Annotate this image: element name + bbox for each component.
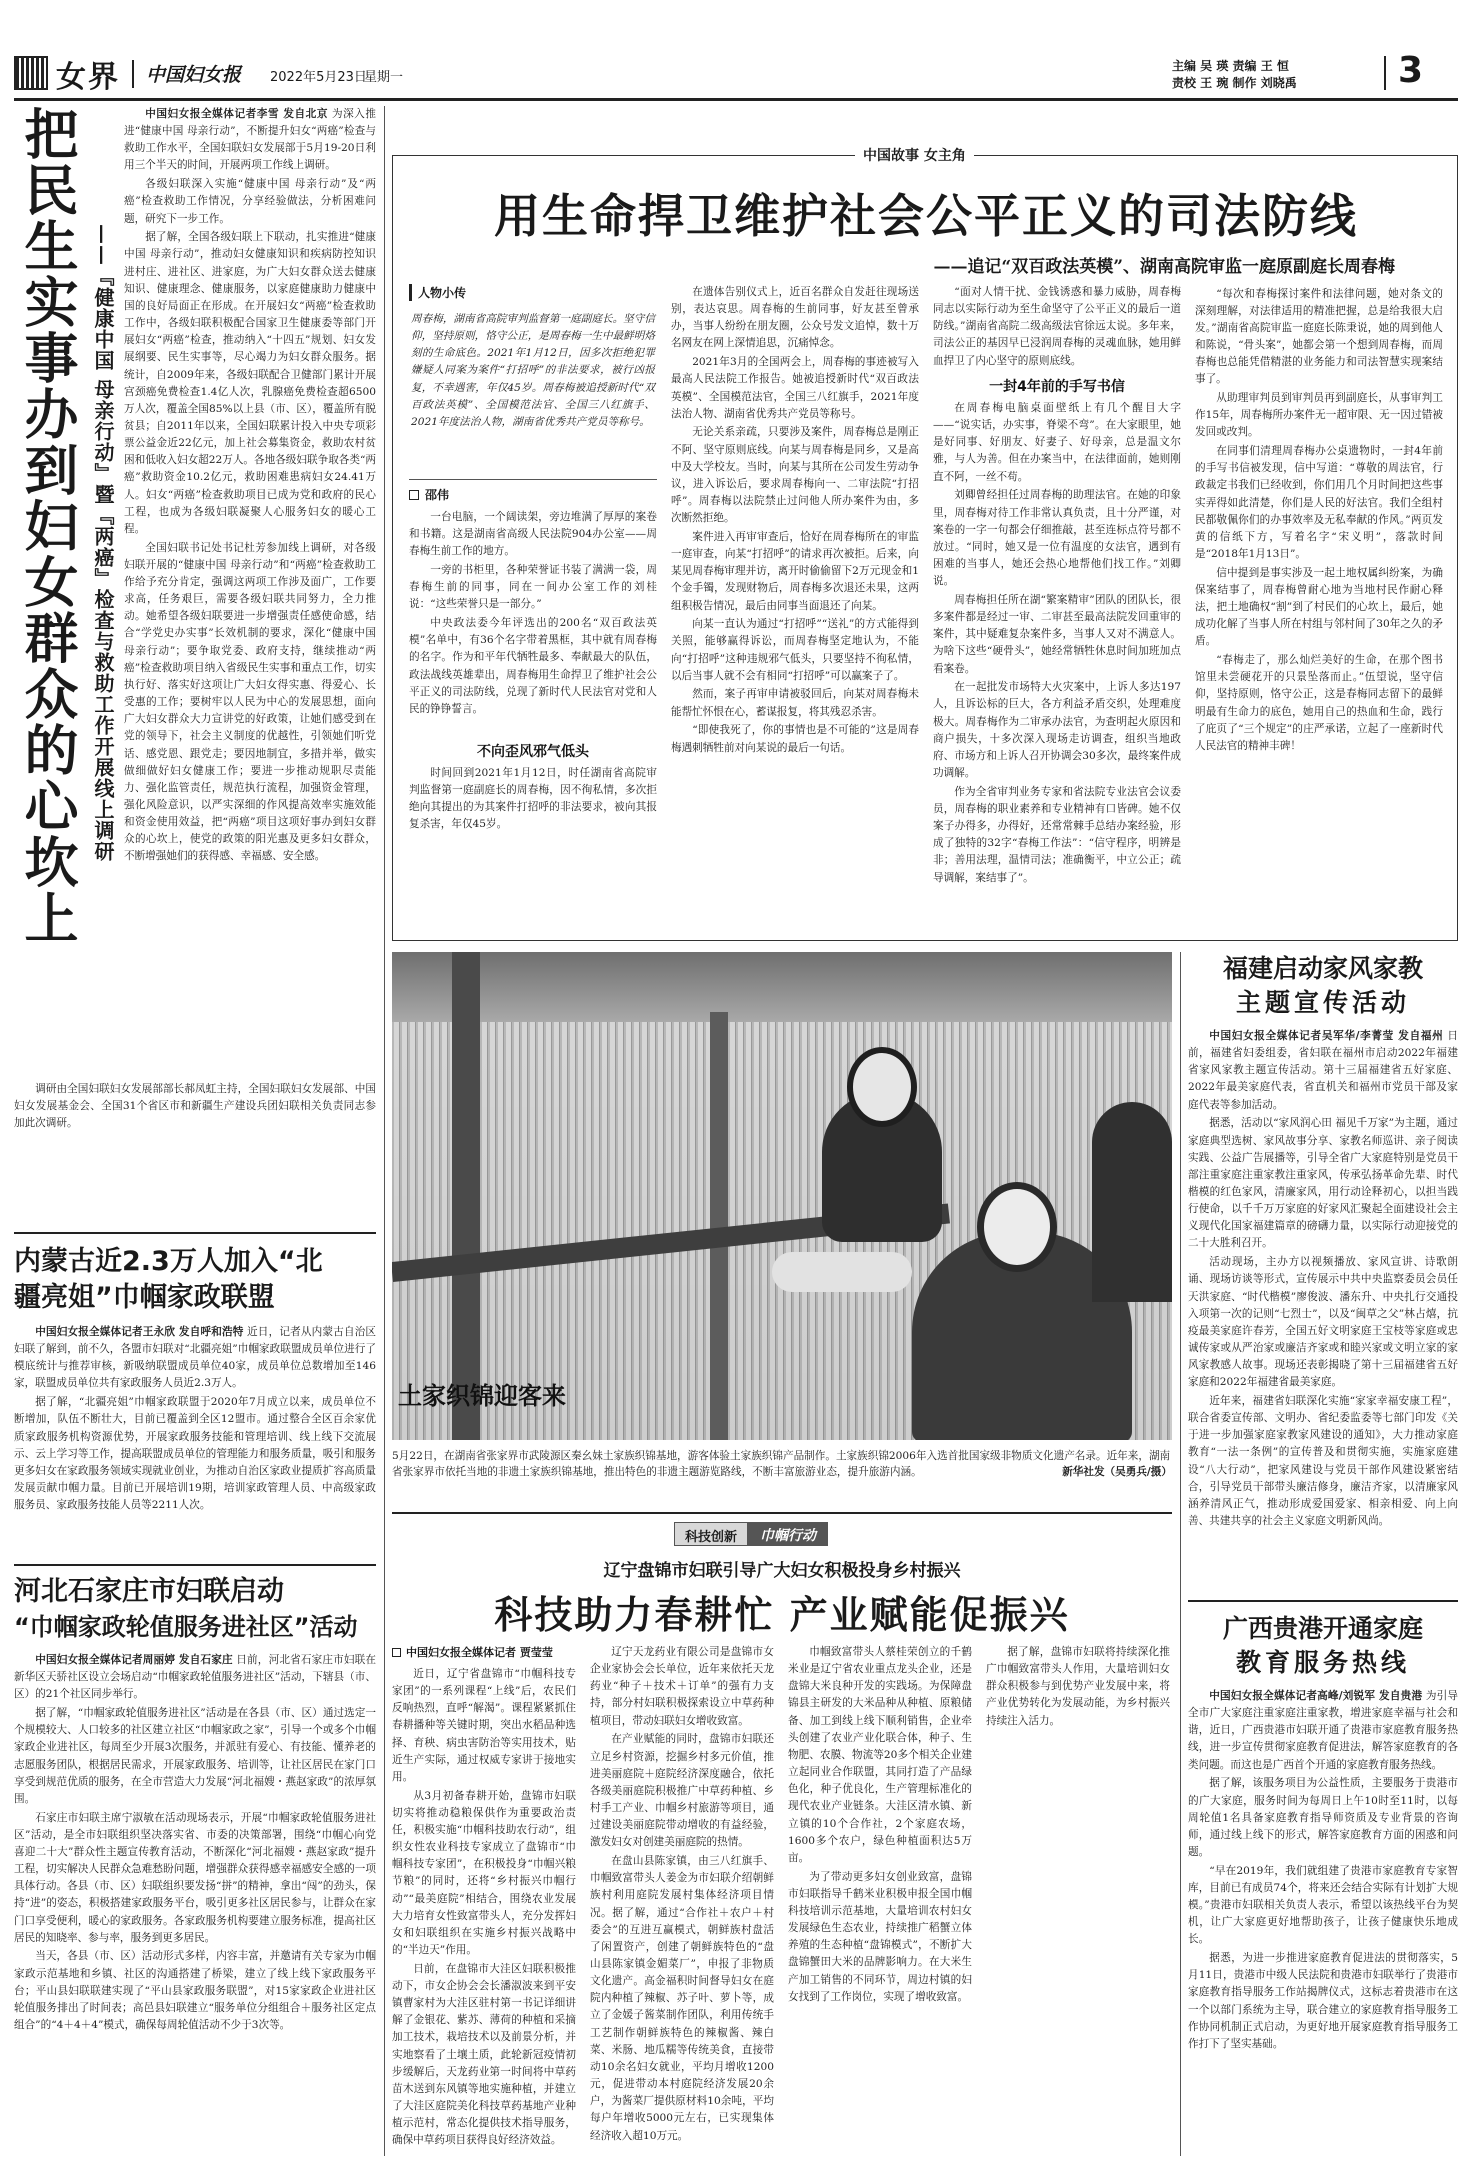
right-visitor-figure	[1092, 1102, 1172, 1302]
visitor-head	[977, 1182, 1057, 1272]
feature-heading-1: 不向歪风邪气低头	[477, 744, 589, 760]
mongolia-article-title-2: 疆亮姐”巾帼家政联盟	[14, 1282, 275, 1313]
liaoning-article	[392, 1522, 1172, 2156]
byline-square-icon	[409, 490, 419, 500]
liaoning-col-3: 巾帼致富带头人蔡桂荣创立的千鹤米业是辽宁省农业重点龙头企业，还是盘锦大米良种开发的实践场。为保障盘锦县主研发的大米品种从种植、原粮储备、加工到线上线下顺利销售，企业牵头创建了农业产业化联合体，种子、生物肥、农膜、物流等20多个相关企业建立起同业合作联盟，其同打造了产品绿色化，种子优良化，生产管理标准化的现代农业产业链条。大洼区清水镇、新立镇的10个合作社，2个家庭农场，1600多个农户，绿色种植面积达5万亩。 为了带动更多妇女创业致富，盘锦市妇联指导千鹤米业积极申报全国巾帼科技培训示范基地，大量培训农村妇女发展绿色生态农业，持续推广稻蟹立体养殖的生态种植“盘锦模式”，不断扩大盘锦蟹田大米的品牌影响力。在大米生产加工销售的不同环节，周边村镇的妇女找到了工作岗位，实现了增收致富。	[788, 1646, 972, 2003]
feature-subtitle: ——追记“双百政法英模”、湖南高院审监一庭原副庭长周春梅	[933, 257, 1395, 277]
issue-date: 2022年5月23日	[270, 70, 367, 85]
hand-figure	[772, 1252, 912, 1292]
left-article-subtitle: ——『健康中国 母亲行动』暨『两癌』检查与救助工作开展线上调研	[91, 224, 115, 862]
feature-title: 用生命捍卫维护社会公平正义的司法防线	[494, 189, 1358, 243]
kicker-left: 科技创新	[674, 1522, 748, 1546]
guangxi-article-body: 中国妇女报全媒体记者高峰/刘锐军 发自贵港 为引导全市广大家庭注重家庭注重家教，增进家庭幸福与社会和谐，近日，广西贵港市妇联开通了贵港市家庭教育服务热线，进一步宣传贯彻家庭教育促进法，解答家庭教育的各类问题。而这也是广西首个开通的家庭教育服务热线。 据了解，该服务项目为公益性质，主要服务于贵港市的广大家庭，服务时间为每周日上午10时至11时，以每周轮值1名具备家庭教育指导师资质及专业背景的咨询师，通过线上线下的形式，解答家庭教育方面的困惑和问题。 “早在2019年，我们就组建了贵港市家庭教育专家智库，目前已有成员74个，将来还会结合实际有计划扩大规模。”贵港市妇联相关负责人表示，希望以该热线平台为契机，让广大家庭更好地帮助孩子，让孩子健康快乐地成长。 据悉，为进一步推进家庭教育促进法的贯彻落实，5月11日，贵港市中级人民法院和贵港市妇联举行了贵港市家庭教育指导服务工作站揭牌仪式，这标志着贵港市在这一个以部门系统为主导，联合建立的家庭教育指导服务工作协同机制正式启动，为更好地开展家庭教育指导服务工作打下了坚实基础。	[1188, 1690, 1458, 2050]
header-rule	[14, 98, 1458, 101]
left-article-body-foot: 调研由全国妇联妇女发展部部长郝凤虹主持，全国妇联妇女发展部、中国妇女发展基金会、全国31个省区市和新疆生产建设兵团妇联相关负责同志参加此次调研。	[14, 1083, 376, 1130]
liaoning-title: 科技助力春耕忙 产业赋能促振兴	[494, 1593, 1070, 1637]
issue-weekday: 星期一	[364, 70, 404, 85]
profile-text: 周春梅，湖南省高院审判监督第一庭副庭长。坚守信仰，坚持原则，恪守公正，是周春梅一生中最鲜明烙刻的生命底色。2021年1月12日，因多次拒绝犯罪嫌疑人同案为案件“打招呼”的非法要求，被行凶报复，不幸遇害，年仅45岁。周春梅被追授新时代“双百政法英模”、全国模范法官、全国三八红旗手、2021年度法治人物，湖南省优秀共产党员等称号。	[411, 313, 655, 428]
byline-square-icon	[392, 1648, 401, 1657]
guangxi-article	[1188, 1612, 1458, 2157]
hebei-article-body: 中国妇女报全媒体记者周丽婷 发自石家庄 日前，河北省石家庄市妇联在新华区天骄社区设立会场启动“巾帼家政轮值服务进社区”活动，下辖县（市、区）的21个社区同步举行。 据了解，“巾帼家政轮值服务进社区”活动是在各县（市、区）通过选定一个规模较大、人口较多的社区建立社区“巾帼家政之家”，引导一个或多个巾帼家政企业进社区，每周至少开展3次服务，并派驻有爱心、有技能、懂养老的志愿服务团队，根据居民需求，开展家政服务、培训等，让社区居民在家门口享受到规范优质的服务，在全市营造大力发展“河北福嫂・燕赵家政”的浓厚氛围。 石家庄市妇联主席宁淑敏在活动现场表示，开展“巾帼家政轮值服务进社区”活动，是全市妇联组织坚决落实省、市委的决策部署，围绕“巾帼心向党 喜迎二十大”群众性主题宣传教育活动，不断深化“河北福嫂・燕赵家政”提升工程，切实解决人民群众急难愁盼问题，增强群众获得感幸福感安全感的一项具体行动。各县（市、区）妇联组织要发扬“拼”的精神，拿出“闯”的劲头，保持“进”的姿态，积极搭建家政服务平台，吸引更多社区居民参与，让群众在家门口享受便利，暖心的家政服务。各家政服务机构要建立服务标准，提高社区居民的知晓率、参与率，服务到更多居民。 当天，各县（市、区）活动形式多样，内容丰富，并邀请有关专家为巾帼家政示范基地和乡镇、社区的沟通搭建了桥梁，建立了线上线下家政服务平台；平山县妇联联建实现了“平山县家政服务联盟”，对15家家政企业进社区轮值服务排出了时间表；高邑县妇联建立“服务单位分组组合＋服务社区定点组合”的“4＋4＋4”模式，确保每周轮值活动不少于3次等。	[14, 1654, 376, 2032]
liaoning-kicker	[674, 1522, 828, 1546]
loom-beam	[392, 952, 1172, 1022]
liaoning-col-2: 辽宁天龙药业有限公司是盘锦市女企业家协会会长单位，近年来依托天龙药业“种子＋技术＋订单”的强有力支持，部分村妇联积极探索设立中草药种植项目，带动妇联妇女增收致富。 在产业赋能的同时，盘锦市妇联还立足乡村资源，挖掘乡村多元价值，推进美丽庭院＋庭院经济深度融合，依托各级美丽庭院积极推广中草药种植、乡村手工产业、巾帼乡村旅游等项目，通过建设美丽庭院带动增收的有益经验，激发妇女对创建美丽庭院的热情。 在盘山县陈家镇，由三八红旗手、巾帼致富带头人姜金为市妇联介绍朝鲜族村利用庭院发展村集体经济项目情况。据了解，通过“合作社＋农户＋村委会”的互进互赢模式，朝鲜族村盘活了闲置资产，创建了朝鲜族特色的“盘山县陈家镇金媚菜厂”，申报了非物质文化遗产。高金福积时间督导妇女在庭院内种植了辣椒、苏子叶、萝卜等，成立了金媛子酱菜制作团队，利用传统手工艺制作朝鲜族特色的辣椒酱、辣白菜、米肠、地瓜糯等传统美食，直接带动10余名妇女就业，平均月增收1200元，促进带动本村庭院经济发展20余户，为酱菜厂提供原材料10余吨，平均每户年增收5000元左右，已实现集体经济收入超10万元。	[590, 1646, 774, 2142]
feature-kicker: 中国故事 女主角	[855, 145, 974, 165]
hebei-article-byline: 中国妇女报全媒体记者周丽婷 发自石家庄	[35, 1654, 233, 1666]
left-article-title: 把民生实事办到妇女群众的心坎上	[16, 106, 79, 946]
feature-col-4: “每次和春梅探讨案件和法律问题，她对条文的深刻理解，对法律适用的精准把握，总是给我很大启发。”湖南省高院审监一庭庭长陈秉说，她的周到他人和陈说，“骨头案”，她都会第一个想到周春梅，而周春梅也总能凭借精湛的业务能力和司法智慧实现案结事了。 从助理审判员到审判员再到副庭长，从事审判工作15年，周春梅所办案件无一超审限、无一因过错被发回或改判。 在同事们清理周春梅办公桌遗物时，一封4年前的手写书信被发现，信中写道：“尊敬的周法官，行政裁定书我们已经收到，你们用几个月时间把这些事实弄得如此清楚，你们是人民的好法官。我们全组村民都敬佩你们的办事效率及无私奉献的作风。”两页发黄的信纸下方，写着名字“宋义明”，落款时间是“2018年1月13日”。 信中提到是事实涉及一起土地权属纠纷案，为确保案结事了，周春梅曾耐心地为当地村民作耐心释法，把土地确权“割”到了村民们的心坎上，最后，她成功化解了当事人所在村组与邻村间了30年之久的矛盾。 “春梅走了，那么灿烂美好的生命，在那个图书馆里未尝硬花开的只景坠落而止。”伍望说，坚守信仰，坚持原则，恪守公正，这是春梅同志留下的最鲜明最有生命力的底色，她用自己的热血和生命，践行了庇页了“三个规定”的庄严承诺，立起了一座新时代人民法官的精神丰碑！	[1195, 287, 1443, 752]
photo-caption	[392, 1448, 1172, 1504]
kicker-right: 巾帼行动	[748, 1522, 828, 1546]
paper-name: 中国妇女报	[146, 64, 242, 86]
guangxi-article-byline: 中国妇女报全媒体记者高峰/刘锐军 发自贵港	[1209, 1690, 1423, 1702]
guangxi-article-title-2: 教育服务热线	[1235, 1648, 1410, 1677]
left-article	[14, 106, 376, 1226]
editor-credits-2: 责校 王 琬 制作 刘晓禹	[1172, 76, 1297, 90]
feature-box	[392, 148, 1458, 941]
editor-credits-1: 主编 吴 瑛 责编 王 恒	[1172, 59, 1289, 73]
qr-code-icon	[14, 56, 48, 90]
liaoning-col-1: 中国妇女报全媒体记者 贾莹莹 近日，辽宁省盘锦市“巾帼科技专家团”的一系列课程“上线”后，农民们反响热烈，直呼“解渴”。课程紧紧抓住春耕播种等关键时期，突出水稻品种选择、育秧、病虫害防治等实用技术，贴近生产实际，通过权威专家讲于接地实用。 从3月初备春耕开始，盘锦市妇联切实将推动稳粮保供作为重要政治责任，积极实施“巾帼科技助农行动”，组织女性农业科技专家成立了盘锦市“巾帼科技专家团”，在积极投身“巾帼兴粮节粮”的同时，还将“乡村振兴巾帼行动”“最美庭院”相结合，围绕农业发展大力培育女性致富带头人，充分发挥妇女和妇联组织在实施乡村振兴战略中的“半边天”作用。 日前，在盘锦市大洼区妇联积极推动下，市女企协会会长潘淑波来到平安镇曹家村为大洼区驻村第一书记详细讲解了金银花、紫苏、薄荷的种植和采摘加工技术，栽培技术以及前景分析，并实地察看了土壤土质，此轮新冠疫情初步缓解后，天龙药业第一时间将中草药苗木送到东风镇等地实施种植，并建立了大洼区庭院美化科技草药基地产业种植示范村，常态化提供技术指导服务，确保中草药项目获得良好经济效益。	[392, 1646, 576, 2147]
photo-caption-title: 土家织锦迎客来	[398, 1382, 566, 1410]
left-article-byline: 中国妇女报全媒体记者李雪 发自北京	[145, 108, 328, 120]
profile-tag: 人物小传	[409, 284, 657, 301]
hebei-article-title-2: “巾帼家政轮值服务进社区”活动	[14, 1613, 358, 1641]
photo-caption-text: 5月22日，在湖南省张家界市武陵源区秦幺妹土家族织锦基地，游客体验土家族织锦产品制作。土家族织锦2006年入选首批国家级非物质文化遗产名录。近年来，湖南省张家界市依托当地的非遗土家族织锦基地，推出特色的非遗主题游览路线，不断丰富旅游业态，提升旅游内涵。	[392, 1450, 1171, 1479]
photo-credit: 新华社发（吴勇兵/摄）	[1062, 1466, 1172, 1479]
liaoning-byline: 中国妇女报全媒体记者 贾莹莹	[392, 1644, 576, 1660]
liaoning-col-4: 据了解，盘锦市妇联将持续深化推广巾帼致富带头人作用，大量培训妇女群众积极参与到优势产业发展中来，将产业优势转化为发展动能，为乡村振兴持续注入活力。	[986, 1646, 1170, 1727]
mongolia-article-byline: 中国妇女报全媒体记者王永欣 发自呼和浩特	[35, 1326, 244, 1338]
weaving-photo	[392, 952, 1172, 1440]
mongolia-article-title-1: 内蒙古近2.3万人加入“北	[14, 1246, 323, 1277]
mongolia-article	[14, 1244, 376, 1554]
guangxi-article-title-1: 广西贵港开通家庭	[1222, 1614, 1423, 1643]
hebei-article	[14, 1574, 376, 2154]
fujian-article-title-2: 主题宣传活动	[1235, 988, 1410, 1017]
mongolia-article-body: 中国妇女报全媒体记者王永欣 发自呼和浩特 近日，记者从内蒙古自治区妇联了解到，前不久，各盟市妇联对“北疆亮姐”巾帼家政联盟成员单位进行了模底统计与推荐审核，新吸纳联盟成员单位40家，成员单位总数增加至146家，联盟成员单位共有家政服务人员近2.3万人。 据了解，“北疆亮姐”巾帼家政联盟于2020年7月成立以来，成员单位不断增加，队伍不断壮大，目前已覆盖到全区12盟市。通过整合全区百余家优质家政服务机构资源优势，开展家政服务技能和管理培训、线上线下交流展示、云上学习等工作，提高联盟成员单位的管理能力和服务质量，吸引和服务更多妇女在家政服务领域实现就业创业，为推动自治区家政业提质扩容高质量发展贡献巾帼力量。目前已开展培训19期，培训家政管理人员、中高级家政服务员、家政服务技能人员等2211人次。	[14, 1326, 376, 1512]
fujian-article	[1188, 952, 1458, 1592]
feature-col-2: 在遗体告别仪式上，近百名群众自发赶往现场送别，表达哀思。周春梅的生前同事，好友甚至曾承办，当事人纷纷在朋友圈，公众号发文追悼，数十万名网友在网上深情追思，沉痛悼念。 2021年3月的全国两会上，周春梅的事迹被写入最高人民法院工作报告。她被追授新时代“双百政法英模”、全国模范法官，全国三八红旗手，2021年度法治人物、湖南省优秀共产党员等称号。 无论关系亲疏，只要涉及案件，周春梅总是刚正不阿、坚守原则底线。向某与周春梅是同乡，又是高中及大学校友。当时，向某与其所在公司发生劳动争议，进入诉讼后，要求周春梅向一、二审法院“打招呼”。周春梅以法院禁止过问他人所办案件为由，多次断然拒绝。 案件进入再审审查后，恰好在周春梅所在的审监一庭审查，向某“打招呼”的请求再次被拒。后来，向某见周春梅审理并访，离开时偷偷留下2万元现金和1个金手镯，发现财物后，周春梅多次退还未果，这两组积极告情况，最后由同事当面退还了向某。 向某一直认为通过“打招呼”“送礼”的方式能得到关照，能够赢得诉讼，而周春梅坚定地认为，不能向“打招呼”这种违规邪气低头，只要坚持不徇私情，以后当事人就不会有相同“打招呼”可以赢案子了。 然而，案子再审申请被驳回后，向某对周春梅未能帮忙怀恨在心，蓄谋报复，将其残忍杀害。 “即使我死了，你的事情也是不可能的”这是周春梅遇刺牺牲前对向某说的最后一句话。	[671, 286, 919, 754]
hebei-article-title-1: 河北石家庄市妇联启动	[14, 1576, 284, 1607]
loom-post	[452, 952, 480, 1440]
fujian-article-title-1: 福建启动家风家教	[1222, 954, 1423, 983]
feature-byline: 邵伟	[409, 486, 657, 503]
feature-col-1: 人物小传 周春梅，湖南省高院审判监督第一庭副庭长。坚守信仰，坚持原则，恪守公正，是周春梅一生中最鲜明烙刻的生命底色。2021年1月12日，因多次拒绝犯罪嫌疑人同案为案件“打招呼”的非法要求，被行凶报复，不幸遇害，年仅45岁。周春梅被追授新时代“双百政法英模”、全国模范法官、全国三八红旗手、2021年度法治人物，湖南省优秀共产党员等称号。 邵伟 一台电脑，一个阔读架，旁边堆满了厚厚的案卷和书籍。这是湖南省高级人民法院904办公室——周春梅生前工作的地方。 一旁的书柜里，各种荣誉证书装了满满一袋，周春梅生前的同事，同在一间办公室工作的刘桂说：“这些荣誉只是一部分。” 中央政法委今年评选出的200名“双百政法英模”名单中，有36个名字带着黑框，其中就有周春梅的名字。作为和平年代牺牲最多、奉献最大的队伍，政法战线英雄辈出，周春梅用生命捍卫了维护社会公平正义的司法防线，兑现了新时代人民法官对党和人民的铮铮誓言。 不向歪风邪气低头 时间回到2021年1月12日，时任湖南省高院审判监督第一庭副庭长的周春梅，因不徇私情，多次拒绝向其提出的为其案件打招呼的非法要求，被向其报复杀害，年仅45岁。	[409, 286, 657, 831]
section-name: 女界	[56, 60, 120, 95]
liaoning-pretitle: 辽宁盘锦市妇联引导广大妇女积极投身乡村振兴	[603, 1561, 961, 1581]
feature-heading-2: 一封4年前的手写书信	[989, 379, 1125, 395]
weaver-head	[847, 1047, 917, 1127]
fujian-article-byline: 中国妇女报全媒体记者吴军华/李菁莹 发自福州	[1209, 1030, 1444, 1042]
feature-col-3: “面对人情干扰、金钱诱惑和暴力威胁，周春梅同志以实际行动为至生命坚守了公平正义的最后一道防线。”湖南省高院二级高级法官徐远太说。多年来，司法公正的基因早已浸润周春梅的灵魂血脉，她用鲜血捍卫了内心坚守的原则底线。 一封4年前的手写书信 在周春梅电脑桌面壁纸上有几个醒目大字——“说实话，办实事，脊梁不弯”。在大家眼里，她是好同事、好朋友、好妻子、好母亲，总是温文尔雅，与人为善。但在办案当中，在法律面前，她则刚直不阿，一丝不苟。 刘卿曾经担任过周春梅的助理法官。在她的印象里，周春梅对待工作非常认真负责，且十分严谨，对案卷的一字一句都会仔细推敲，甚至连标点符号都不放过。“同时，她又是一位有温度的女法官，遇到有困难的当事人，她还会热心地帮他们找工作。”刘卿说。 周春梅担任所在湖“繁案精审”团队的团队长，很多案件都是经过一审、二审甚至最高法院发回重审的案件，其中疑难复杂案件多，当事人又对不满意人。为啥下这些“硬骨头”，她经常牺牲休息时间加班加点看案卷。 在一起批发市场特大火灾案中，上诉人多达197人，且诉讼标的巨大，各方利益矛盾交织，处理难度极大。周春梅作为二审承办法官，为查明起火原因和商户损失，十多次深入现场走访调查，组织当地政府、市场方和上诉人召开协调会30多次，最终案件成功调解。 作为全省审判业务专家和省法院专业法官会议委员，周春梅的职业素养和专业精神有口皆碑。她不仅案子办得多，办得好，还常常棘手总结办案经验，形成了独特的32字“春梅工作法”：“信守程序，明辨是非；善用法理，温情司法；准确衡平，中立公正；疏导调解，案结事了”。	[933, 286, 1181, 884]
masthead	[14, 50, 1458, 95]
fujian-article-body: 中国妇女报全媒体记者吴军华/李菁莹 发自福州 日前，福建省妇委组委，省妇联在福州市启动2022年福建省家风家教主题宣传活动。第十三届福建省五好家庭、2022年最美家庭代表，省直机关和福州市党员干部及家庭代表等参加活动。 据悉，活动以“家风润心田 福见千万家”为主题，通过家庭典型选树、家风故事分享、家教名师巡讲、亲子阅读实践、公益广告展播等，引导全省广大家庭特别是党员干部注重家庭注重家教注重家风，传承弘扬革命先辈、时代楷模的红色家风，清廉家风，用行动诠释初心，以担当践行使命，以千千万万家庭的好家风汇聚起全面建设社会主义现代化国家福建篇章的磅礴力量，以实际行动迎接党的二十大胜利召开。 活动现场，主办方以视频播放、家风宣讲、诗歌朗诵、现场访谈等形式，宣传展示中共中央监察委员会员任天洪家庭、“时代楷模”廖俊波、潘东升、中央扎行交通投入项第一次的记则“七烈士”，以及“闽草之父”林占熺，抗疫最美家庭许春芳，全国五好文明家庭王宝枝等家庭或忠诚传家或从严治家或廉洁齐家或和睦兴家或文明立家的家风家教感人故事。现场还表彰揭晓了第十三届福建省五好家庭和2022年福建省最美家庭。 近年来，福建省妇联深化实施“家家幸福安康工程”，联合省委宣传部、文明办、省纪委监委等七部门印发《关于进一步加强家庭家教家风建设的通知》，大力推动家庭教育“一法一条例”的宣传普及和贯彻实施，实施家庭建设“八大行动”，把家风建设与党员干部作风建设紧密结合，引导党员干部带头廉洁修身，廉洁齐家，以清廉家风涵养清风正气，推动形成爱国爱家、相亲相爱、向上向善、共建共享的社会主义家庭文明新风尚。	[1188, 1030, 1458, 1528]
page-number: 3	[1398, 50, 1424, 91]
left-article-body: 中国妇女报全媒体记者李雪 发自北京 为深入推进“健康中国 母亲行动”，不断提升妇女“两癌”检查与救助工作水平，全国妇联妇女发展部于5月19-20日利用三个半天的时间，开展两项工作线上调研。 各级妇联深入实施“健康中国 母亲行动”及“两癌”检查救助工作情况，分享经验做法，分析困难问题，研究下一步工作。 据了解，全国各级妇联上下联动，扎实推进“健康中国 母亲行动”，推动妇女健康知识和疾病防控知识进村庄、进社区、进家庭，为广大妇女群众送去健康知识、健康理念、健康服务，以家庭健康助力健康中国的良好局面正在形成。在开展妇女“两癌”检查救助工作中，各级妇联积极配合国家卫生健康委等部门开展妇女“两癌”检查，推动纳入“十四五”规划、妇女发展纲要、民生实事等，尽心竭力为妇女群众服务。据统计，自2009年来，各级妇联配合卫健部门累计开展宫颈癌免费检查1.4亿人次，乳腺癌免费检查超6500万人次，覆盖全国85%以上县（市、区），覆盖所有脱贫县；自2011年以来，全国妇联累计投入中央专项彩票公益金近22亿元，加上社会募集资金，救助农村贫困和低收入妇女超22万人。各地各级妇联争取各类“两癌”救助资金10.2亿元，救助困难患病妇女24.41万人。妇女“两癌”检查救助项目已成为党和政府的民心工程，也成为各级妇联凝聚人心服务妇女的暖心工程。 全国妇联书记处书记杜芳参加线上调研，对各级妇联开展的“健康中国 母亲行动”和“两癌”检查救助工作给予充分肯定，强调这两项工作涉及面广，工作要求高，任务艰巨，需要各级妇联共同努力，全力推动。她希望各级妇联要进一步增强责任感使命感，结合“学党史办实事”长效机制的要求，深化“健康中国 母亲行动”；要争取党委、政府支持，继续推动“两癌”检查救助项目纳入省级民生实事和重点工作，切实执行好、落实好这项让广大妇女得实惠、得爱心、长受惠的工作；要树牢以人民为中心的发展思想，面向广大妇女群众大力宣讲党的好政策，让她们感受到在党的领导下，社会主义制度的优越性，引领她们听党话、感党恩、跟党走；要因地制宜，多措并举，做实做细做好妇女健康工作；要进一步推动规职尽责能力、强化监管责任，规范执行流程，加强资金管理，强化风险意识，以严实深细的作风提高效率实施效能和资金使用效益，把“两癌”项目这项好事办到妇女群众的心坎上，使党的政策的阳光惠及更多妇女群众，不断增强她们的获得感、幸福感、安全感。	[124, 108, 376, 863]
